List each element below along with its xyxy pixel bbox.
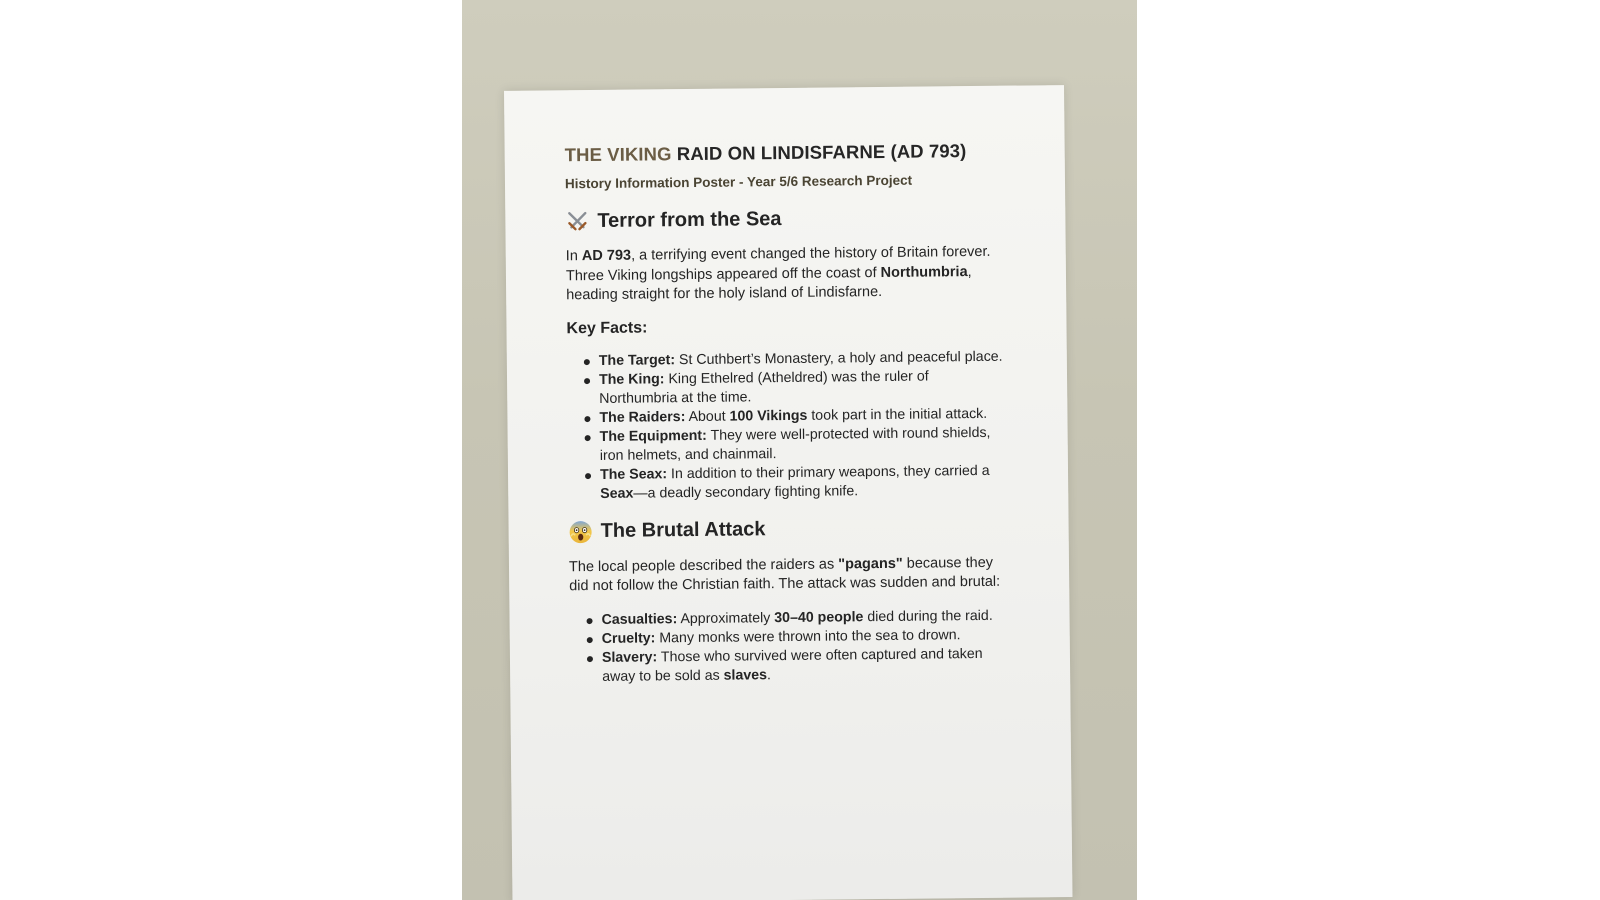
intro-bold-date: AD 793 (581, 247, 632, 265)
fact-text: Those who survived were often captured and taken away to be sold as (602, 645, 983, 685)
intro-text: The local people described the raiders as (568, 555, 839, 575)
poster-subtitle: History Information Poster - Year 5/6 Research Project (564, 172, 913, 192)
fact-text: St Cuthbert’s Monastery, a holy and peaceful place. (674, 348, 1003, 368)
intro-text: because they did not follow the Christian faith. The attack was sudden and brutal: (569, 554, 1001, 595)
section-terror-intro (566, 243, 1007, 306)
fact-text: Many monks were thrown into the sea to drown. (655, 626, 961, 646)
intro-bold-place: Northumbria (880, 263, 968, 281)
poster-title (565, 140, 1005, 167)
intro-bold-term: "pagans" (838, 555, 903, 572)
fact-label: The King: (598, 370, 665, 388)
section-attack-intro (569, 553, 1009, 597)
attack-facts-list (569, 606, 1010, 687)
screaming-face-icon (569, 520, 593, 544)
fact-text: . (766, 666, 772, 683)
section-attack-title: The Brutal Attack (600, 518, 766, 542)
poster-title-rest: RAID ON LINDISFARNE (AD 793) (671, 140, 967, 165)
fact-text: They were well-protected with round shields, iron helmets, and chainmail. (599, 424, 991, 464)
fact-label: Casualties: (601, 610, 678, 628)
fact-text: King Ethelred (Atheldred) was the ruler of Northumbria at the time. (599, 368, 929, 407)
poster-title-highlight: THE VIKING (564, 143, 672, 166)
section-terror-heading (565, 205, 1005, 234)
list-item (600, 423, 1008, 465)
fact-text: —a deadly secondary fighting knife. (633, 482, 859, 502)
fact-label: The Seax: (599, 465, 668, 483)
intro-text: , a terrifying event changed the history of Britain forever. Three Viking longships appeared off the coast of (565, 243, 991, 284)
fact-label: The Raiders: (599, 408, 686, 426)
fact-label: The Equipment: (599, 427, 707, 445)
fact-text: In addition to their primary weapons, they carried a (666, 462, 990, 482)
section-attack-heading (569, 515, 1009, 544)
fact-label: The Target: (598, 351, 676, 369)
fact-label: Slavery: (601, 648, 658, 666)
intro-text: , heading straight for the holy island of Lindisfarne. (566, 263, 972, 304)
fact-label: Cruelty: (601, 629, 656, 647)
poster-content (565, 140, 1011, 703)
photo-background (462, 0, 1137, 900)
fact-text: About (685, 408, 730, 425)
section-terror-title: Terror from the Sea (597, 207, 782, 232)
poster-sheet (504, 85, 1072, 900)
fact-text: Approximately (677, 609, 775, 627)
fact-bold: slaves (723, 666, 768, 684)
intro-text: In (565, 248, 582, 265)
fact-bold: 30–40 people (774, 608, 864, 626)
crossed-swords-icon (565, 209, 589, 233)
key-facts-heading: Key Facts: (566, 318, 648, 337)
fact-text: took part in the initial attack. (807, 405, 988, 424)
list-item (600, 461, 1008, 503)
list-item (599, 366, 1007, 408)
fact-bold: Seax (600, 485, 634, 502)
list-item (602, 644, 1010, 686)
fact-bold: 100 Vikings (729, 407, 808, 425)
fact-text: died during the raid. (863, 607, 993, 625)
key-facts-list (567, 347, 1009, 504)
